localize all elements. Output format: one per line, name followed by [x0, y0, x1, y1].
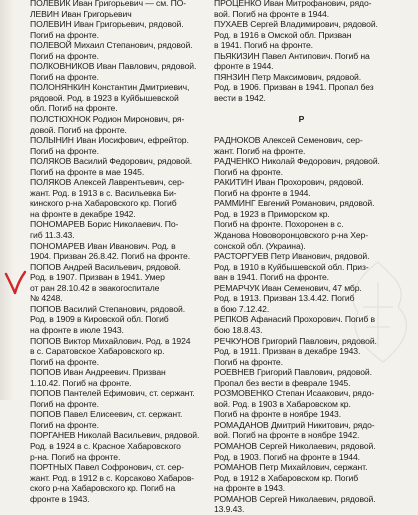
left-column — [30, 0, 206, 504]
text-line: фронте в 1944. — [214, 61, 274, 72]
text-line: РАСТОРГУЕВ Петр Иванович, рядовой. — [214, 251, 370, 262]
text-line: в бою 7.12.42. — [214, 303, 270, 314]
text-line: РОМАНОВ Сергей Николаевич, рядовой. — [214, 493, 376, 504]
text-line: бою 18.8.43. — [214, 324, 263, 335]
text-line: Погиб на фронте. — [30, 419, 99, 430]
text-line: РОЕВНЕВ Григорий Павлович, рядовой. — [214, 367, 372, 378]
text-line: Погиб на фронте. — [30, 145, 99, 156]
faded-stamp-icon — [338, 252, 418, 372]
text-line: рядовой. Род. в 1923 в Куйбышевской — [30, 92, 179, 103]
text-line: Род. в 1910 в Куйбышевской обл. Приз- — [214, 261, 369, 272]
text-line: фронте в 1943. — [30, 493, 90, 504]
text-line: Погиб на фронте. Похоронен в с. — [214, 219, 344, 230]
text-line: РОМАНОВ Сергей Николаевич, рядовой. — [214, 440, 376, 451]
text-line: ПОНОМАРЕВ Борис Николаевич. По- — [30, 219, 179, 230]
text-line: сонской обл. (Украина). — [214, 240, 306, 251]
text-line — [214, 103, 389, 114]
text-line: на фронте в июле 1943. — [30, 324, 124, 335]
page-gutter-shadow — [0, 0, 14, 400]
text-line: вой. Погиб на фронте в 1944. — [214, 8, 329, 19]
text-line: ПОПОВ Павел Елисеевич, ст. сержант. — [30, 409, 183, 420]
red-check-mark-icon — [4, 271, 26, 295]
text-line: ПОРГАНЕВ Николай Васильевич, рядовой. — [30, 430, 200, 441]
text-line: Р — [298, 114, 305, 125]
text-line: ПОЛЕВИК Иван Григорьевич — см. ПО- — [30, 0, 187, 8]
text-line: ПОЛЯКОВ Василий Федорович, рядовой. — [30, 156, 193, 167]
text-line: Род. в 1916 в Омской обл. Призван — [214, 29, 352, 40]
text-line: ПОЛЫНИН Иван Иосифович, ефрейтор. — [30, 135, 189, 146]
text-line: ЛЕВИН Иван Григорьевич — [30, 8, 132, 19]
text-line: Погиб на фронте. — [30, 71, 99, 82]
text-line: Род. в 1913. Призван 13.4.42. Погиб — [214, 293, 355, 304]
text-line: ПРОЦЕНКО Иван Митрофанович, рядо- — [214, 0, 372, 8]
text-line: РАКИТИН Иван Прохорович, рядовой. — [214, 177, 364, 188]
text-line: РАДНОКОВ Алексей Семенович, сер- — [214, 135, 363, 146]
text-line: № 4248. — [30, 293, 63, 304]
text-line: РЕЧКУНОВ Григорий Павлович, рядовой. — [214, 335, 377, 346]
text-line: жант. Погиб на фронте. — [214, 145, 306, 156]
text-line: жант. Род. в 1913 в с. Васильевка Би- — [30, 187, 177, 198]
text-line: ПОЛЕВОЙ Михаил Степанович, рядовой. — [30, 40, 193, 51]
text-line: от ран 28.10.42 в эвакогоспитале — [30, 282, 160, 293]
text-line: ПОПОВ Иван Андреевич. Призван — [30, 367, 166, 378]
text-line: Погиб на фронте. — [214, 166, 283, 177]
text-line: ПОПОВ Виктор Михайлович. Род. в 1924 — [30, 335, 191, 346]
text-line: жант. Род. в 1912 в с. Корсаково Хабаров- — [30, 472, 195, 483]
text-line: 1.10.42. Погиб на фронте. — [30, 377, 132, 388]
text-line: ван в 1941. Погиб на фронте. — [214, 272, 329, 283]
text-line: вести в 1942. — [214, 92, 266, 103]
text-line: в 1941. Погиб на фронте. — [214, 40, 313, 51]
text-line: довой. Погиб на фронте. — [30, 124, 127, 135]
text-line: ПОЛСТЮХНОК Родион Миронович, ря- — [30, 114, 185, 125]
text-line: ПОПОВ Пантелей Ефимович, ст. сержант. — [30, 388, 195, 399]
text-line: Пропал без вести в феврале 1945. — [214, 377, 351, 388]
text-line: Жданова Нововоронцовского р-на Хер- — [214, 230, 369, 241]
text-line: Погиб на фронте. — [30, 50, 99, 61]
text-line: РОМАДАНОВ Дмитрий Никитович, рядо- — [214, 419, 375, 430]
text-line: вой. Погиб на фронте в ноябре 1942. — [214, 430, 360, 441]
text-line: Род. в 1907. Призван в 1941. Умер — [30, 272, 165, 283]
text-line: 13.9.43. — [214, 504, 245, 515]
text-line: ПОЛКОВНИКОВ Иван Павлович, рядовой. — [30, 61, 197, 72]
text-line: Погиб на фронте. — [30, 29, 99, 40]
text-line: ПОЛЯКОВ Алексей Лаврентьевич, сер- — [30, 177, 185, 188]
text-line — [214, 125, 389, 136]
text-line: ПОПОВ Василий Степанович, рядовой. — [30, 303, 186, 314]
text-line: Род. в 1903. Погиб на фронте в 1944. — [214, 451, 360, 462]
text-line: РОМАНОВ Петр Михайлович, сержант. — [214, 462, 368, 473]
text-line: на фронте в 1943. — [214, 483, 286, 494]
text-line: р-на. Погиб на фронте. — [30, 451, 121, 462]
text-line: РЕМАРЧУК Иван Семенович, 47 мбр. — [214, 282, 362, 293]
text-line: на фронте в декабре 1942. — [30, 208, 136, 219]
text-line: Погиб на фронте. — [30, 398, 99, 409]
text-line: Погиб на фронте. — [30, 356, 99, 367]
text-line: Род. в 1911. Призван в декабре 1943. — [214, 346, 361, 357]
text-line: Род. в 1924 в с. Красное Хабаровского — [30, 440, 181, 451]
text-line: Погиб на фронте. — [214, 356, 283, 367]
text-line: ПЬЯКИЗИН Павел Антипович. Погиб на — [214, 50, 370, 61]
text-line: кинского р-на Хабаровского кр. Погиб — [30, 198, 177, 209]
text-line: РАДЧЕНКО Николай Федорович, рядовой. — [214, 156, 380, 167]
text-line: Род. в 1912 в Хабаровском кр. Погиб — [214, 472, 359, 483]
text-line: Род. в 1909 в Кировской обл. Погиб — [30, 314, 169, 325]
text-line: в с. Саратовское Хабаровского кр. — [30, 346, 165, 357]
text-line: ПОНОМАРЕВ Иван Иванович. Род. в — [30, 240, 176, 251]
text-line: ПОПОВ Андрей Васильевич, рядовой. — [30, 261, 181, 272]
text-line: ПОЛЕВИН Иван Григорьевич, рядовой. — [30, 19, 184, 30]
text-line: РЕПКОВ Афанасий Прохорович. Погиб в — [214, 314, 375, 325]
text-line: ПЯНЗИН Петр Максимович, рядовой. — [214, 71, 361, 82]
text-line: ПОЛОНЯНКИН Константин Дмитриевич, — [30, 82, 190, 93]
text-line: Род. в 1923 в Приморском кр. — [214, 208, 330, 219]
text-line: РАММИНГ Евгений Романович, рядовой. — [214, 198, 375, 209]
text-line: обл. Погиб на фронте. — [30, 103, 118, 114]
text-line: вой. Род. в 1903 в Хабаровском кр. — [214, 398, 351, 409]
text-line: ПУХАЕВ Сергей Владимирович, рядовой. — [214, 19, 378, 30]
text-line: ского р-на Хабаровского кр. Погиб на — [30, 483, 176, 494]
text-line: 1904. Призван 26.8.42. Погиб на фронте. — [30, 251, 191, 262]
text-line: ПОРТНЫХ Павел Софронович, ст. сер- — [30, 462, 184, 473]
text-line: Погиб на фронте в 1944. — [214, 187, 311, 198]
text-line: Погиб на фронте в мае 1945. — [30, 166, 145, 177]
text-line: РОЗМОВЕНКО Степан Исаакович, рядо- — [214, 388, 375, 399]
text-line: Род. в 1906. Призван в 1941. Пропал без — [214, 82, 374, 93]
text-line: гиб 11.3.43. — [30, 230, 75, 241]
text-line: Погиб на фронте в ноябре 1943. — [214, 409, 342, 420]
